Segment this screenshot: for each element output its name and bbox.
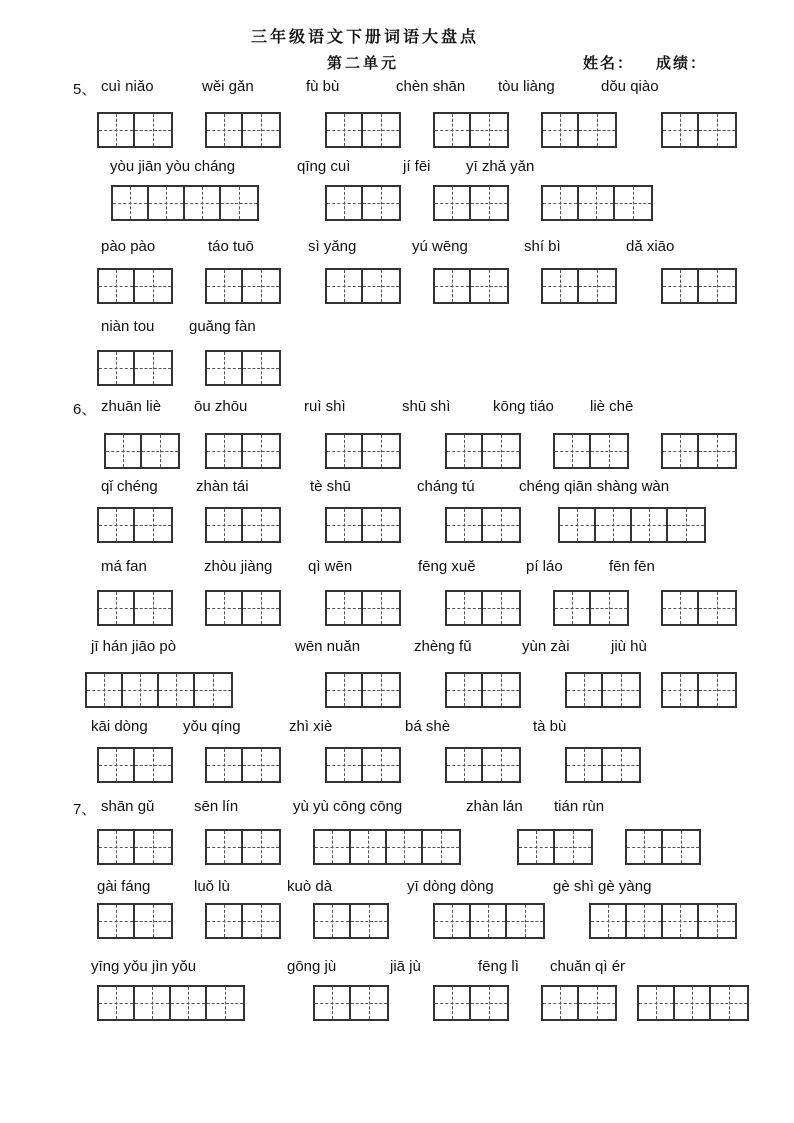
writing-grid[interactable]	[589, 903, 737, 939]
unit-heading: 第二单元	[327, 54, 400, 72]
section-number: 7、	[73, 801, 97, 818]
pinyin-prompt: dǒu qiào	[601, 78, 659, 95]
character-box[interactable]	[207, 749, 243, 781]
writing-grid[interactable]	[553, 433, 629, 469]
pinyin-prompt: shí bì	[524, 238, 561, 255]
character-box[interactable]	[483, 509, 519, 541]
character-box[interactable]	[471, 187, 507, 219]
pinyin-prompt: guǎng fàn	[189, 318, 256, 335]
writing-grid[interactable]	[541, 112, 617, 148]
writing-grid[interactable]	[541, 185, 653, 221]
character-box[interactable]	[363, 270, 399, 302]
character-box[interactable]	[243, 352, 279, 384]
pinyin-prompt: jí fēi	[403, 158, 431, 175]
writing-grid[interactable]	[97, 268, 173, 304]
writing-grid[interactable]	[325, 507, 401, 543]
character-box[interactable]	[243, 509, 279, 541]
character-box[interactable]	[627, 905, 663, 937]
pinyin-prompt: tòu liàng	[498, 78, 555, 95]
writing-grid[interactable]	[325, 747, 401, 783]
character-box[interactable]	[483, 435, 519, 467]
character-box[interactable]	[615, 187, 651, 219]
pinyin-prompt: tián rùn	[554, 798, 605, 815]
pinyin-prompt: jiā jù	[390, 958, 421, 975]
character-box[interactable]	[135, 592, 171, 624]
character-box[interactable]	[363, 674, 399, 706]
writing-grid[interactable]	[97, 829, 173, 865]
writing-grid[interactable]	[661, 433, 737, 469]
character-box[interactable]	[207, 987, 243, 1019]
character-box[interactable]	[579, 987, 615, 1019]
character-box[interactable]	[591, 435, 627, 467]
character-box[interactable]	[519, 831, 555, 863]
pinyin-prompt: yī zhǎ yǎn	[466, 158, 535, 175]
character-box[interactable]	[327, 749, 363, 781]
writing-grid[interactable]	[205, 350, 281, 386]
pinyin-prompt: kāi dòng	[91, 718, 148, 735]
writing-grid[interactable]	[661, 590, 737, 626]
character-box[interactable]	[243, 749, 279, 781]
character-box[interactable]	[699, 270, 735, 302]
writing-grid[interactable]	[97, 985, 245, 1021]
writing-grid[interactable]	[565, 672, 641, 708]
pinyin-prompt: pào pào	[101, 238, 156, 255]
character-box[interactable]	[207, 114, 243, 146]
pinyin-prompt: fēng lì	[478, 958, 519, 975]
writing-grid[interactable]	[205, 903, 281, 939]
name-label: 姓名：	[583, 54, 635, 72]
pinyin-prompt: fù bù	[306, 78, 340, 95]
character-box[interactable]	[663, 674, 699, 706]
writing-grid[interactable]	[85, 672, 233, 708]
character-box[interactable]	[699, 435, 735, 467]
writing-grid[interactable]	[97, 590, 173, 626]
pinyin-prompt: yú wēng	[412, 238, 468, 255]
character-box[interactable]	[207, 270, 243, 302]
pinyin-prompt: má fan	[101, 558, 147, 575]
character-box[interactable]	[243, 270, 279, 302]
writing-grid[interactable]	[325, 268, 401, 304]
writing-grid[interactable]	[97, 903, 173, 939]
writing-grid[interactable]	[661, 112, 737, 148]
character-box[interactable]	[159, 674, 195, 706]
character-box[interactable]	[435, 905, 471, 937]
character-box[interactable]	[603, 749, 639, 781]
character-box[interactable]	[423, 831, 459, 863]
character-box[interactable]	[351, 905, 387, 937]
writing-grid[interactable]	[97, 507, 173, 543]
character-box[interactable]	[135, 831, 171, 863]
character-box[interactable]	[435, 987, 471, 1019]
character-box[interactable]	[543, 114, 579, 146]
writing-grid[interactable]	[97, 350, 173, 386]
pinyin-prompt: qīng cuì	[297, 158, 351, 175]
pinyin-prompt: gōng jù	[287, 958, 337, 975]
character-box[interactable]	[87, 674, 123, 706]
character-box[interactable]	[435, 187, 471, 219]
character-box[interactable]	[106, 435, 142, 467]
writing-grid[interactable]	[433, 985, 509, 1021]
writing-grid[interactable]	[553, 590, 629, 626]
character-box[interactable]	[243, 592, 279, 624]
pinyin-prompt: chéng qiān shàng wàn	[519, 478, 670, 495]
character-box[interactable]	[99, 749, 135, 781]
character-box[interactable]	[315, 987, 351, 1019]
character-box[interactable]	[567, 674, 603, 706]
character-box[interactable]	[315, 905, 351, 937]
character-box[interactable]	[243, 435, 279, 467]
character-box[interactable]	[663, 592, 699, 624]
character-box[interactable]	[663, 114, 699, 146]
character-box[interactable]	[471, 270, 507, 302]
pinyin-prompt: fēn fēn	[609, 558, 655, 575]
character-box[interactable]	[327, 270, 363, 302]
character-box[interactable]	[663, 270, 699, 302]
character-box[interactable]	[579, 270, 615, 302]
character-box[interactable]	[327, 114, 363, 146]
writing-grid[interactable]	[313, 985, 389, 1021]
character-box[interactable]	[543, 987, 579, 1019]
character-box[interactable]	[699, 674, 735, 706]
character-box[interactable]	[543, 270, 579, 302]
character-box[interactable]	[99, 352, 135, 384]
writing-grid[interactable]	[445, 507, 521, 543]
pinyin-prompt: wěi gǎn	[202, 78, 254, 95]
character-box[interactable]	[195, 674, 231, 706]
pinyin-prompt: chèn shān	[396, 78, 466, 95]
writing-grid[interactable]	[445, 433, 521, 469]
character-box[interactable]	[243, 114, 279, 146]
character-box[interactable]	[99, 270, 135, 302]
character-box[interactable]	[596, 509, 632, 541]
writing-grid[interactable]	[445, 590, 521, 626]
pinyin-prompt: fēng xuě	[418, 558, 476, 575]
pinyin-prompt: sēn lín	[194, 798, 239, 815]
character-box[interactable]	[363, 749, 399, 781]
character-box[interactable]	[555, 592, 591, 624]
pinyin-prompt: jiù hù	[611, 638, 647, 655]
writing-grid[interactable]	[325, 672, 401, 708]
character-box[interactable]	[113, 187, 149, 219]
writing-grid[interactable]	[205, 747, 281, 783]
writing-grid[interactable]	[541, 268, 617, 304]
character-box[interactable]	[243, 831, 279, 863]
pinyin-prompt: gài fáng	[97, 878, 151, 895]
character-box[interactable]	[363, 509, 399, 541]
character-box[interactable]	[185, 187, 221, 219]
character-box[interactable]	[135, 270, 171, 302]
pinyin-prompt: zhèng fǔ	[414, 638, 472, 655]
pinyin-prompt: yòu jiān yòu cháng	[110, 158, 236, 175]
character-box[interactable]	[471, 905, 507, 937]
pinyin-prompt: zhàn lán	[466, 798, 523, 815]
character-box[interactable]	[363, 435, 399, 467]
character-box[interactable]	[327, 187, 363, 219]
pinyin-prompt: zhuān liè	[101, 398, 162, 415]
pinyin-prompt: yī dòng dòng	[407, 878, 494, 895]
character-box[interactable]	[579, 114, 615, 146]
character-box[interactable]	[627, 831, 663, 863]
pinyin-prompt: cuì niǎo	[101, 78, 154, 95]
character-box[interactable]	[207, 509, 243, 541]
pinyin-prompt: ruì shì	[304, 398, 346, 415]
pinyin-prompt: táo tuō	[208, 238, 254, 255]
pinyin-prompt: chuǎn qì ér	[550, 958, 626, 975]
character-box[interactable]	[99, 987, 135, 1019]
pinyin-prompt: yùn zài	[522, 638, 570, 655]
writing-grid[interactable]	[205, 590, 281, 626]
writing-grid[interactable]	[445, 747, 521, 783]
pinyin-prompt: zhàn tái	[196, 478, 249, 495]
pinyin-prompt: tè shū	[310, 478, 351, 495]
character-box[interactable]	[351, 987, 387, 1019]
pinyin-prompt: sì yǎng	[308, 238, 357, 255]
writing-grid[interactable]	[433, 185, 509, 221]
character-box[interactable]	[207, 352, 243, 384]
character-box[interactable]	[591, 905, 627, 937]
writing-grid[interactable]	[205, 268, 281, 304]
character-box[interactable]	[387, 831, 423, 863]
character-box[interactable]	[471, 114, 507, 146]
pinyin-prompt: luǒ lù	[194, 878, 230, 895]
pinyin-prompt: bá shè	[405, 718, 451, 735]
writing-grid[interactable]	[111, 185, 259, 221]
character-box[interactable]	[135, 749, 171, 781]
character-box[interactable]	[711, 987, 747, 1019]
character-box[interactable]	[171, 987, 207, 1019]
writing-grid[interactable]	[325, 433, 401, 469]
character-box[interactable]	[99, 905, 135, 937]
writing-grid[interactable]	[97, 112, 173, 148]
character-box[interactable]	[123, 674, 159, 706]
writing-grid[interactable]	[205, 507, 281, 543]
character-box[interactable]	[507, 905, 543, 937]
character-box[interactable]	[699, 114, 735, 146]
score-label: 成绩：	[656, 54, 708, 72]
character-box[interactable]	[555, 435, 591, 467]
character-box[interactable]	[142, 435, 178, 467]
pinyin-prompt: pí láo	[526, 558, 563, 575]
character-box[interactable]	[447, 674, 483, 706]
pinyin-prompt: yù yù cōng cōng	[293, 798, 403, 815]
pinyin-prompt: cháng tú	[417, 478, 475, 495]
pinyin-prompt: niàn tou	[101, 318, 155, 335]
pinyin-prompt: dǎ xiāo	[626, 238, 675, 255]
character-box[interactable]	[135, 509, 171, 541]
character-box[interactable]	[543, 187, 579, 219]
character-box[interactable]	[435, 270, 471, 302]
pinyin-prompt: kuò dà	[287, 878, 333, 895]
writing-grid[interactable]	[541, 985, 617, 1021]
character-box[interactable]	[135, 905, 171, 937]
character-box[interactable]	[207, 435, 243, 467]
character-box[interactable]	[315, 831, 351, 863]
writing-grid[interactable]	[205, 112, 281, 148]
character-box[interactable]	[632, 509, 668, 541]
character-box[interactable]	[135, 987, 171, 1019]
character-box[interactable]	[149, 187, 185, 219]
character-box[interactable]	[327, 592, 363, 624]
character-box[interactable]	[699, 905, 735, 937]
character-box[interactable]	[99, 592, 135, 624]
character-box[interactable]	[135, 114, 171, 146]
character-box[interactable]	[483, 749, 519, 781]
pinyin-prompt: zhì xiè	[289, 718, 333, 735]
character-box[interactable]	[99, 114, 135, 146]
character-box[interactable]	[207, 905, 243, 937]
character-box[interactable]	[668, 509, 704, 541]
character-box[interactable]	[579, 187, 615, 219]
character-box[interactable]	[351, 831, 387, 863]
pinyin-prompt: liè chē	[590, 398, 634, 415]
writing-grid[interactable]	[97, 747, 173, 783]
character-box[interactable]	[447, 749, 483, 781]
character-box[interactable]	[363, 114, 399, 146]
writing-grid[interactable]	[637, 985, 749, 1021]
character-box[interactable]	[207, 592, 243, 624]
writing-grid[interactable]	[661, 672, 737, 708]
character-box[interactable]	[483, 592, 519, 624]
character-box[interactable]	[471, 987, 507, 1019]
character-box[interactable]	[447, 435, 483, 467]
character-box[interactable]	[663, 435, 699, 467]
character-box[interactable]	[603, 674, 639, 706]
pinyin-prompt: wēn nuǎn	[295, 638, 361, 655]
writing-grid[interactable]	[313, 829, 461, 865]
character-box[interactable]	[221, 187, 257, 219]
character-box[interactable]	[447, 592, 483, 624]
pinyin-prompt: gè shì gè yàng	[553, 878, 652, 895]
character-box[interactable]	[363, 592, 399, 624]
writing-grid[interactable]	[517, 829, 593, 865]
pinyin-prompt: yīng yǒu jìn yǒu	[91, 958, 197, 975]
character-box[interactable]	[483, 674, 519, 706]
character-box[interactable]	[591, 592, 627, 624]
character-box[interactable]	[435, 114, 471, 146]
writing-grid[interactable]	[205, 433, 281, 469]
character-box[interactable]	[99, 831, 135, 863]
character-box[interactable]	[363, 187, 399, 219]
pinyin-prompt: zhòu jiàng	[204, 558, 273, 575]
character-box[interactable]	[560, 509, 596, 541]
pinyin-prompt: qǐ chéng	[101, 478, 158, 495]
section-number: 6、	[73, 401, 97, 418]
character-box[interactable]	[327, 674, 363, 706]
writing-grid[interactable]	[445, 672, 521, 708]
writing-grid[interactable]	[325, 112, 401, 148]
writing-grid[interactable]	[325, 185, 401, 221]
worksheet-title: 三年级语文下册词语大盘点	[250, 27, 479, 46]
character-box[interactable]	[327, 435, 363, 467]
writing-grid[interactable]	[661, 268, 737, 304]
character-box[interactable]	[135, 352, 171, 384]
writing-grid[interactable]	[104, 433, 180, 469]
pinyin-prompt: jī hán jiāo pò	[91, 638, 177, 655]
writing-grid[interactable]	[433, 112, 509, 148]
character-box[interactable]	[243, 905, 279, 937]
pinyin-prompt: tà bù	[533, 718, 567, 735]
character-box[interactable]	[663, 905, 699, 937]
character-box[interactable]	[567, 749, 603, 781]
pinyin-prompt: kōng tiáo	[493, 398, 554, 415]
pinyin-prompt: qì wēn	[308, 558, 353, 575]
writing-grid[interactable]	[565, 747, 641, 783]
writing-grid[interactable]	[433, 268, 509, 304]
writing-grid[interactable]	[313, 903, 389, 939]
character-box[interactable]	[639, 987, 675, 1019]
writing-grid[interactable]	[205, 829, 281, 865]
character-box[interactable]	[327, 509, 363, 541]
writing-grid[interactable]	[325, 590, 401, 626]
writing-grid[interactable]	[625, 829, 701, 865]
pinyin-prompt: shū shì	[402, 398, 451, 415]
character-box[interactable]	[207, 831, 243, 863]
writing-grid[interactable]	[433, 903, 545, 939]
pinyin-prompt: yǒu qíng	[183, 718, 241, 735]
character-box[interactable]	[663, 831, 699, 863]
character-box[interactable]	[447, 509, 483, 541]
character-box[interactable]	[699, 592, 735, 624]
pinyin-prompt: ōu zhōu	[194, 398, 248, 415]
character-box[interactable]	[555, 831, 591, 863]
character-box[interactable]	[675, 987, 711, 1019]
pinyin-prompt: shān gǔ	[101, 798, 155, 815]
section-number: 5、	[73, 81, 97, 98]
character-box[interactable]	[99, 509, 135, 541]
writing-grid[interactable]	[558, 507, 706, 543]
